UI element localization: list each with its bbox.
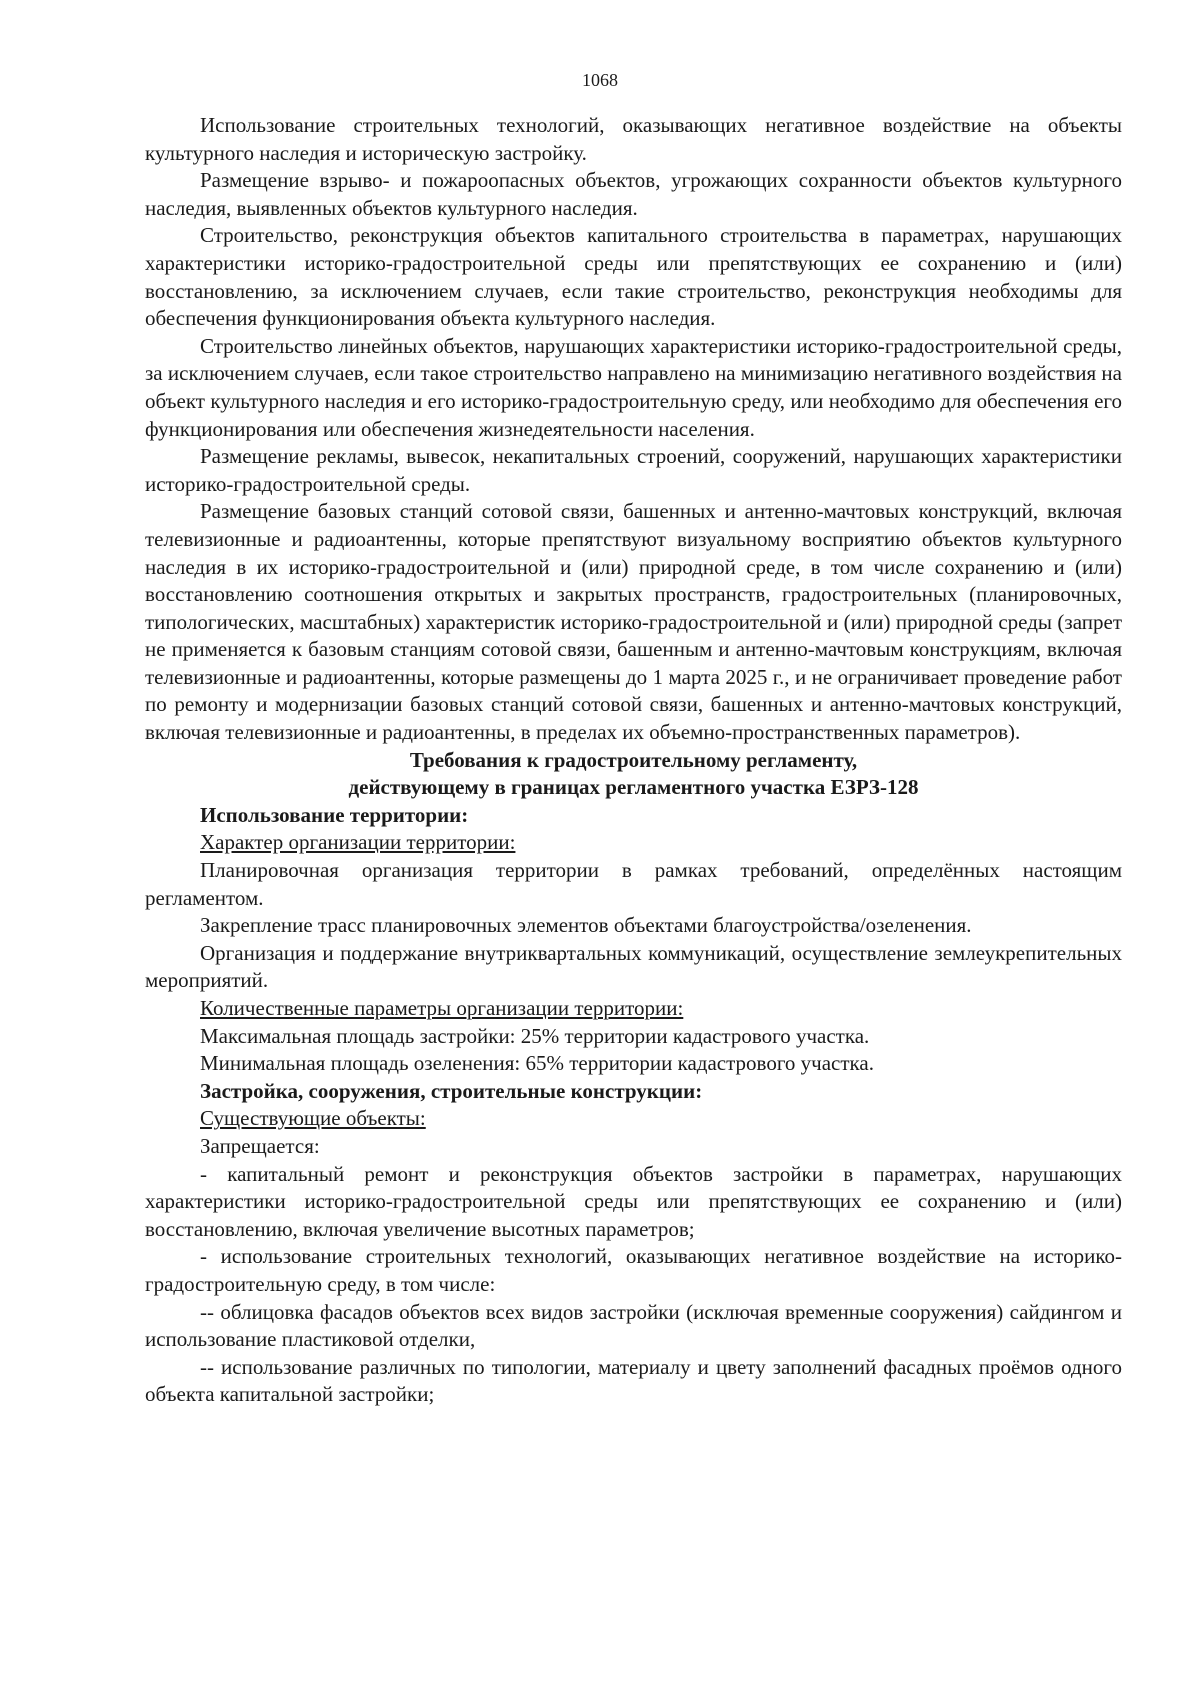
intro-paragraph-3: Строительство, реконструкция объектов капитального строительства в параметрах, нарушающих характеристики историко-градостроительной среды или препятствующих ее сохранению и (или) восстановлению, за исключением случаев, если такие строительство, реконструкция необходимы для обеспечения функционирования объекта культурного наследия. — [145, 223, 1122, 331]
intro-paragraph-2: Размещение взрыво- и пожароопасных объектов, угрожающих сохранности объектов культурного наследия, выявленных объектов культурного наследия. — [145, 168, 1122, 220]
territory-org-paragraph-1: Планировочная организация территории в рамках требований, определённых настоящим регламентом. — [145, 858, 1122, 910]
prohibited-item-4: -- использование различных по типологии, материалу и цвету заполнений фасадных проёмов одного объекта капитальной застройки; — [145, 1354, 1122, 1407]
territory-org-paragraph-2: Закрепление трасс планировочных элементов объектами благоустройства/озеленения. — [200, 913, 972, 938]
territory-org-subheading-text: Характер организации территории: — [200, 830, 516, 855]
quant-param-min-greenery-area: Минимальная площадь озеленения: 65% территории кадастрового участка. — [200, 1051, 874, 1076]
prohibited-item-2: - использование строительных технологий, оказывающих негативное воздействие на историко-градостроительную среду, в том числе: — [145, 1244, 1122, 1296]
territory-use-heading: Использование территории: — [200, 802, 469, 827]
intro-paragraph-6: Размещение базовых станций сотовой связи, башенных и антенно-мачтовых конструкций, включая телевизионные и радиоантенны, которые препятствуют визуальному восприятию объектов культурного наследия в их историко-градостроительной и (или) природной среде, в том числе сохранению и (или) восстановлению соотношения открытых и закрытых пространств, градостроительных (планировочных, типологических, масштабных) характеристик историко-градостроительной и (или) природной среды (запрет не применяется к базовым станциям сотовой связи, башенным и антенно-мачтовым конструкциям, включая телевизионные и радиоантенны, которые размещены до 1 марта 2025 г., и не ограничивает проведение работ по ремонту и модернизации базовых станций сотовой связи, башенных и антенно-мачтовых конструкций, включая телевизионные и радиоантенны, в пределах их объемно-пространственных параметров). — [145, 499, 1122, 745]
document-body — [145, 112, 1122, 1409]
territory-org-paragraph-3: Организация и поддержание внутриквартальных коммуникаций, осуществление землеукрепительных мероприятий. — [145, 940, 1122, 993]
buildings-heading: Застройка, сооружения, строительные конструкции: — [200, 1078, 703, 1103]
quant-params-subheading — [145, 995, 1122, 1023]
existing-objects-subheading — [145, 1105, 1122, 1133]
section-title-line-1: Требования к градостроительному регламенту, — [409, 747, 858, 772]
prohibited-item-3: -- облицовка фасадов объектов всех видов застройки (исключая временные сооружения) сайдингом и использование пластиковой отделки, — [145, 1299, 1122, 1352]
prohibited-label: Запрещается: — [200, 1133, 320, 1158]
section-title-line-2: действующему в границах регламентного участка ЕЗРЗ-128 — [348, 775, 919, 800]
existing-objects-subheading-text: Существующие объекты: — [200, 1106, 426, 1131]
quant-params-subheading-text: Количественные параметры организации территории: — [200, 996, 684, 1020]
intro-paragraph-1: Использование строительных технологий, оказывающих негативное воздействие на объекты культурного наследия и историческую застройку. — [145, 113, 1122, 165]
intro-paragraph-5: Размещение рекламы, вывесок, некапитальных строений, сооружений, нарушающих характеристики историко-градостроительной среды. — [145, 444, 1122, 496]
quant-param-max-building-area: Максимальная площадь застройки: 25% территории кадастрового участка. — [200, 1023, 870, 1048]
intro-paragraph-4: Строительство линейных объектов, нарушающих характеристики историко-градостроительной среды, за исключением случаев, если такое строительство направлено на минимизацию негативного воздействия на объект культурного наследия и его историко-градостроительную среду, или необходимо для обеспечения его функционирования или обеспечения жизнедеятельности населения. — [145, 333, 1122, 441]
prohibited-item-1: - капитальный ремонт и реконструкция объектов застройки в параметрах, нарушающих характеристики историко-градостроительной среды или препятствующих ее сохранению и (или) восстановлению, включая увеличение высотных параметров; — [145, 1161, 1122, 1241]
territory-org-subheading — [145, 829, 1122, 857]
page-number: 1068 — [582, 70, 618, 90]
